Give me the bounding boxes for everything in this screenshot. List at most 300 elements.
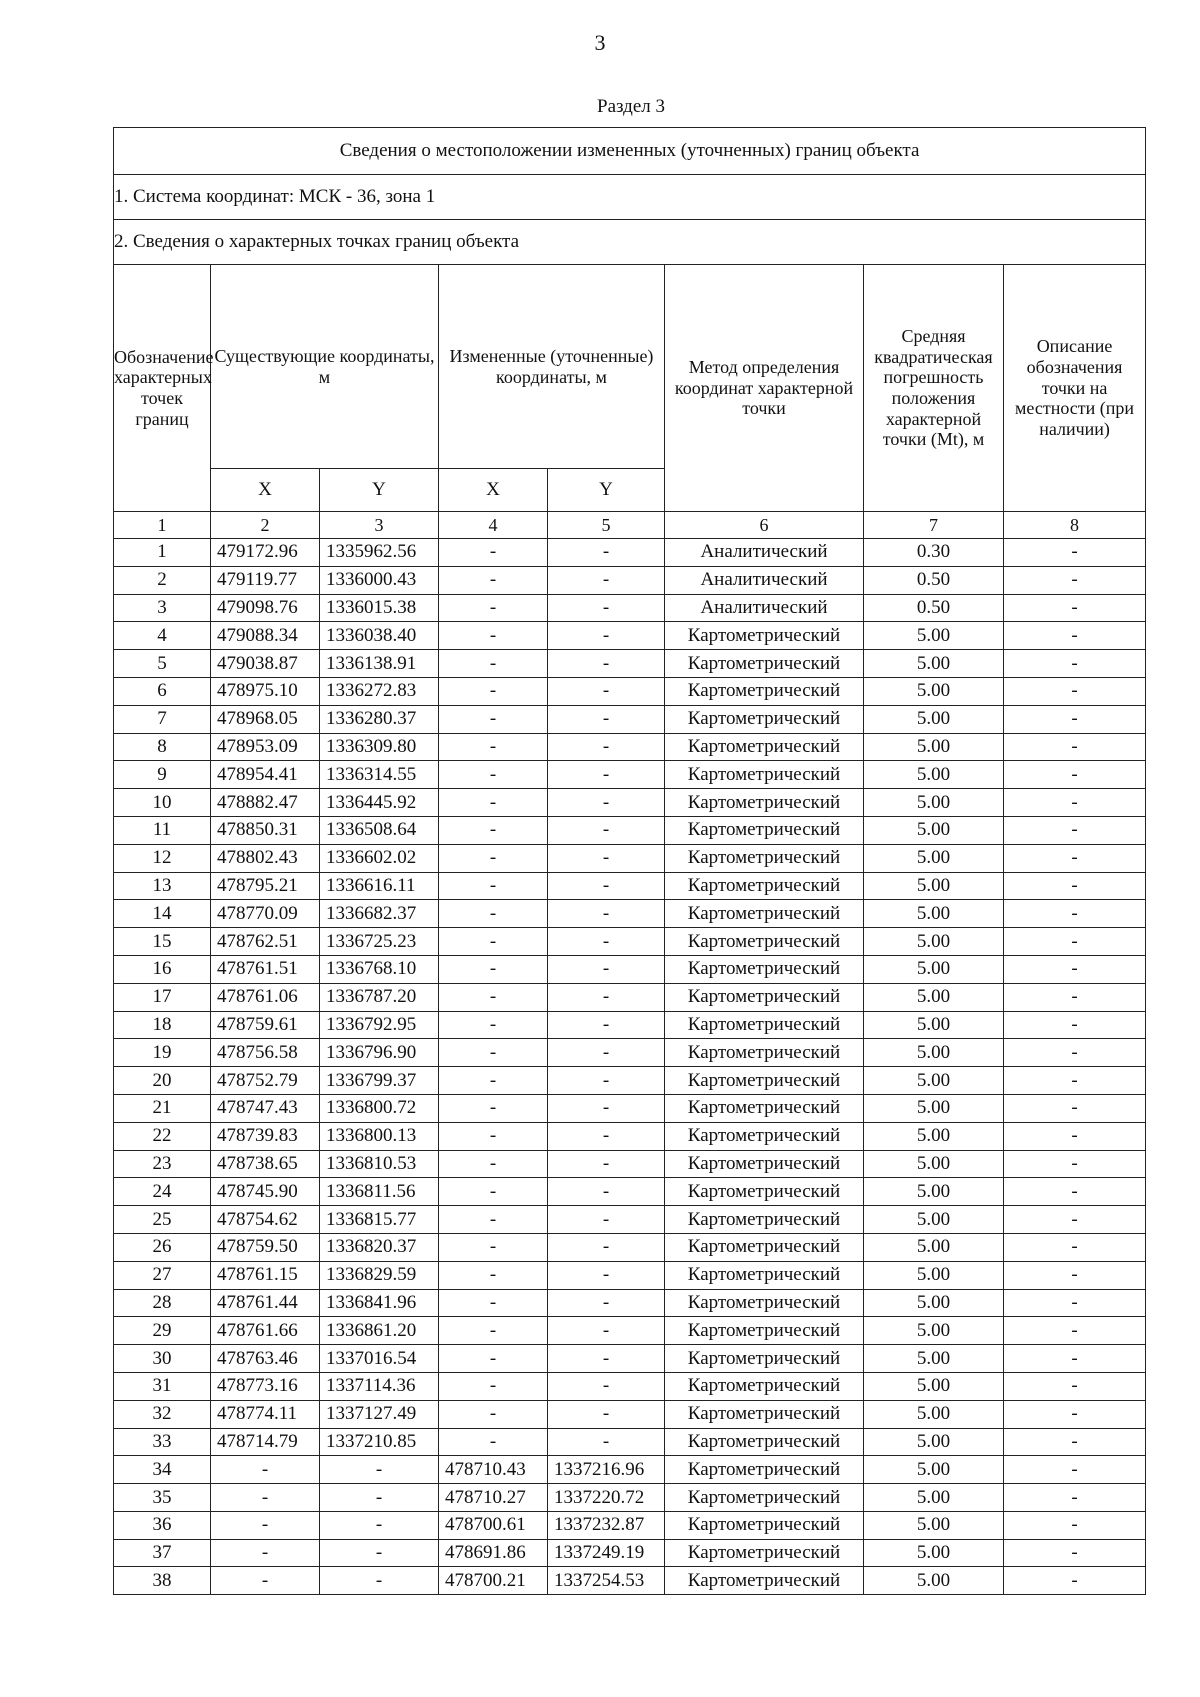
description-cell: - bbox=[1004, 1400, 1146, 1428]
header-point-designation: Обозначение характерных точек границ bbox=[114, 265, 211, 512]
existing-x-cell: 478802.43 bbox=[211, 844, 320, 872]
point-number-cell: 11 bbox=[114, 816, 211, 844]
existing-x-cell: 478795.21 bbox=[211, 872, 320, 900]
point-number-cell: 29 bbox=[114, 1317, 211, 1345]
existing-x-cell: - bbox=[211, 1484, 320, 1512]
changed-y-cell: - bbox=[548, 844, 665, 872]
table-row bbox=[114, 1122, 1146, 1150]
description-cell: - bbox=[1004, 1206, 1146, 1234]
existing-x-cell: 478761.15 bbox=[211, 1261, 320, 1289]
existing-y-cell: 1336508.64 bbox=[320, 816, 439, 844]
description-cell: - bbox=[1004, 1011, 1146, 1039]
column-number-cell: 3 bbox=[320, 512, 439, 539]
rms-error-cell: 5.00 bbox=[864, 677, 1004, 705]
existing-y-cell: 1337114.36 bbox=[320, 1372, 439, 1400]
existing-x-cell: 478738.65 bbox=[211, 1150, 320, 1178]
point-number-cell: 19 bbox=[114, 1039, 211, 1067]
existing-y-cell: 1336841.96 bbox=[320, 1289, 439, 1317]
changed-y-cell: - bbox=[548, 789, 665, 817]
existing-x-cell: 478761.44 bbox=[211, 1289, 320, 1317]
changed-y-cell: - bbox=[548, 1122, 665, 1150]
existing-x-cell: 478761.06 bbox=[211, 983, 320, 1011]
changed-y-cell: - bbox=[548, 1178, 665, 1206]
method-cell: Картометрический bbox=[665, 1233, 864, 1261]
column-number-cell: 5 bbox=[548, 512, 665, 539]
method-cell: Картометрический bbox=[665, 1428, 864, 1456]
description-cell: - bbox=[1004, 1178, 1146, 1206]
changed-x-cell: - bbox=[439, 1261, 548, 1289]
existing-y-cell: 1336725.23 bbox=[320, 928, 439, 956]
rms-error-cell: 5.00 bbox=[864, 1150, 1004, 1178]
description-cell: - bbox=[1004, 1261, 1146, 1289]
table-row bbox=[114, 622, 1146, 650]
changed-y-cell: - bbox=[548, 1289, 665, 1317]
point-number-cell: 34 bbox=[114, 1456, 211, 1484]
existing-x-cell: 478763.46 bbox=[211, 1345, 320, 1373]
method-cell: Картометрический bbox=[665, 900, 864, 928]
point-number-cell: 33 bbox=[114, 1428, 211, 1456]
points-heading: 2. Сведения о характерных точках границ объекта bbox=[114, 220, 1146, 265]
method-cell: Картометрический bbox=[665, 1345, 864, 1373]
method-cell: Картометрический bbox=[665, 1456, 864, 1484]
table-row bbox=[114, 900, 1146, 928]
existing-y-cell: 1335962.56 bbox=[320, 539, 439, 567]
description-cell: - bbox=[1004, 1539, 1146, 1567]
point-number-cell: 12 bbox=[114, 844, 211, 872]
changed-x-cell: - bbox=[439, 1428, 548, 1456]
description-cell: - bbox=[1004, 1094, 1146, 1122]
existing-y-cell: 1337210.85 bbox=[320, 1428, 439, 1456]
rms-error-cell: 5.00 bbox=[864, 955, 1004, 983]
existing-y-cell: - bbox=[320, 1511, 439, 1539]
table-row bbox=[114, 1233, 1146, 1261]
changed-x-cell: 478700.61 bbox=[439, 1511, 548, 1539]
coordinate-system: 1. Система координат: МСК - 36, зона 1 bbox=[114, 175, 1146, 220]
method-cell: Картометрический bbox=[665, 1011, 864, 1039]
rms-error-cell: 0.30 bbox=[864, 539, 1004, 567]
rms-error-cell: 5.00 bbox=[864, 650, 1004, 678]
point-number-cell: 18 bbox=[114, 1011, 211, 1039]
point-number-cell: 17 bbox=[114, 983, 211, 1011]
existing-x-cell: 478850.31 bbox=[211, 816, 320, 844]
existing-y-cell: - bbox=[320, 1456, 439, 1484]
description-cell: - bbox=[1004, 1567, 1146, 1595]
changed-x-cell: - bbox=[439, 677, 548, 705]
existing-x-cell: - bbox=[211, 1539, 320, 1567]
point-number-cell: 8 bbox=[114, 733, 211, 761]
changed-x-cell: - bbox=[439, 844, 548, 872]
point-number-cell: 30 bbox=[114, 1345, 211, 1373]
rms-error-cell: 5.00 bbox=[864, 1317, 1004, 1345]
method-cell: Картометрический bbox=[665, 1150, 864, 1178]
rms-error-cell: 5.00 bbox=[864, 1539, 1004, 1567]
existing-y-cell: 1336138.91 bbox=[320, 650, 439, 678]
changed-y-cell: - bbox=[548, 677, 665, 705]
header-existing-x: X bbox=[211, 469, 320, 512]
changed-y-cell: - bbox=[548, 761, 665, 789]
description-cell: - bbox=[1004, 650, 1146, 678]
method-cell: Картометрический bbox=[665, 733, 864, 761]
point-number-cell: 6 bbox=[114, 677, 211, 705]
method-cell: Картометрический bbox=[665, 650, 864, 678]
changed-x-cell: - bbox=[439, 1317, 548, 1345]
changed-y-cell: - bbox=[548, 1428, 665, 1456]
point-number-cell: 20 bbox=[114, 1067, 211, 1095]
point-number-cell: 16 bbox=[114, 955, 211, 983]
point-number-cell: 27 bbox=[114, 1261, 211, 1289]
description-cell: - bbox=[1004, 622, 1146, 650]
changed-y-cell: - bbox=[548, 1372, 665, 1400]
description-cell: - bbox=[1004, 816, 1146, 844]
description-cell: - bbox=[1004, 1456, 1146, 1484]
existing-x-cell: 479038.87 bbox=[211, 650, 320, 678]
existing-y-cell: 1336811.56 bbox=[320, 1178, 439, 1206]
changed-y-cell: - bbox=[548, 1261, 665, 1289]
point-number-cell: 4 bbox=[114, 622, 211, 650]
point-number-cell: 15 bbox=[114, 928, 211, 956]
existing-x-cell: 478953.09 bbox=[211, 733, 320, 761]
description-cell: - bbox=[1004, 789, 1146, 817]
existing-y-cell: 1337127.49 bbox=[320, 1400, 439, 1428]
changed-x-cell: - bbox=[439, 1122, 548, 1150]
changed-y-cell: - bbox=[548, 900, 665, 928]
existing-y-cell: 1336602.02 bbox=[320, 844, 439, 872]
table-row bbox=[114, 844, 1146, 872]
changed-y-cell: 1337220.72 bbox=[548, 1484, 665, 1512]
method-cell: Картометрический bbox=[665, 872, 864, 900]
method-cell: Картометрический bbox=[665, 1484, 864, 1512]
changed-y-cell: - bbox=[548, 733, 665, 761]
changed-y-cell: - bbox=[548, 594, 665, 622]
existing-x-cell: 478739.83 bbox=[211, 1122, 320, 1150]
rms-error-cell: 5.00 bbox=[864, 1094, 1004, 1122]
table-row bbox=[114, 705, 1146, 733]
table-row bbox=[114, 1317, 1146, 1345]
description-cell: - bbox=[1004, 1372, 1146, 1400]
method-cell: Картометрический bbox=[665, 1400, 864, 1428]
point-number-cell: 5 bbox=[114, 650, 211, 678]
table-row bbox=[114, 1206, 1146, 1234]
changed-x-cell: - bbox=[439, 928, 548, 956]
point-number-cell: 28 bbox=[114, 1289, 211, 1317]
existing-x-cell: 478882.47 bbox=[211, 789, 320, 817]
changed-y-cell: - bbox=[548, 1317, 665, 1345]
description-cell: - bbox=[1004, 1067, 1146, 1095]
column-number-cell: 6 bbox=[665, 512, 864, 539]
table-row bbox=[114, 1345, 1146, 1373]
rms-error-cell: 5.00 bbox=[864, 1011, 1004, 1039]
point-number-cell: 10 bbox=[114, 789, 211, 817]
point-number-cell: 32 bbox=[114, 1400, 211, 1428]
changed-y-cell: 1337216.96 bbox=[548, 1456, 665, 1484]
existing-y-cell: 1336800.13 bbox=[320, 1122, 439, 1150]
point-number-cell: 25 bbox=[114, 1206, 211, 1234]
existing-y-cell: 1336792.95 bbox=[320, 1011, 439, 1039]
existing-x-cell: 478774.11 bbox=[211, 1400, 320, 1428]
existing-x-cell: 478745.90 bbox=[211, 1178, 320, 1206]
table-row bbox=[114, 1289, 1146, 1317]
changed-x-cell: 478710.27 bbox=[439, 1484, 548, 1512]
column-number-cell: 4 bbox=[439, 512, 548, 539]
point-number-cell: 26 bbox=[114, 1233, 211, 1261]
changed-x-cell: 478691.86 bbox=[439, 1539, 548, 1567]
existing-x-cell: 479119.77 bbox=[211, 566, 320, 594]
header-existing-y: Y bbox=[320, 469, 439, 512]
changed-y-cell: - bbox=[548, 928, 665, 956]
existing-x-cell: 478773.16 bbox=[211, 1372, 320, 1400]
method-cell: Аналитический bbox=[665, 566, 864, 594]
method-cell: Картометрический bbox=[665, 844, 864, 872]
method-cell: Картометрический bbox=[665, 761, 864, 789]
point-number-cell: 21 bbox=[114, 1094, 211, 1122]
existing-x-cell: 478762.51 bbox=[211, 928, 320, 956]
table-row bbox=[114, 983, 1146, 1011]
description-cell: - bbox=[1004, 983, 1146, 1011]
description-cell: - bbox=[1004, 539, 1146, 567]
rms-error-cell: 0.50 bbox=[864, 566, 1004, 594]
table-row bbox=[114, 789, 1146, 817]
existing-x-cell: 478968.05 bbox=[211, 705, 320, 733]
point-number-cell: 38 bbox=[114, 1567, 211, 1595]
existing-x-cell: 478761.66 bbox=[211, 1317, 320, 1345]
point-number-cell: 1 bbox=[114, 539, 211, 567]
existing-y-cell: - bbox=[320, 1539, 439, 1567]
rms-error-cell: 5.00 bbox=[864, 816, 1004, 844]
method-cell: Картометрический bbox=[665, 1289, 864, 1317]
description-cell: - bbox=[1004, 594, 1146, 622]
changed-x-cell: - bbox=[439, 1150, 548, 1178]
changed-x-cell: - bbox=[439, 1178, 548, 1206]
existing-y-cell: 1336820.37 bbox=[320, 1233, 439, 1261]
header-rms-error: Средняя квадратическая погрешность положения характерной точки (Mt), м bbox=[864, 265, 1004, 512]
existing-x-cell: 478759.50 bbox=[211, 1233, 320, 1261]
boundary-points-table bbox=[113, 127, 1146, 1595]
description-cell: - bbox=[1004, 761, 1146, 789]
existing-y-cell: 1336810.53 bbox=[320, 1150, 439, 1178]
changed-x-cell: - bbox=[439, 872, 548, 900]
rms-error-cell: 5.00 bbox=[864, 1233, 1004, 1261]
method-cell: Аналитический bbox=[665, 594, 864, 622]
changed-x-cell: - bbox=[439, 733, 548, 761]
changed-x-cell: - bbox=[439, 566, 548, 594]
description-cell: - bbox=[1004, 1345, 1146, 1373]
changed-y-cell: 1337254.53 bbox=[548, 1567, 665, 1595]
existing-y-cell: 1336829.59 bbox=[320, 1261, 439, 1289]
existing-y-cell: 1336815.77 bbox=[320, 1206, 439, 1234]
rms-error-cell: 5.00 bbox=[864, 733, 1004, 761]
changed-x-cell: - bbox=[439, 1206, 548, 1234]
existing-y-cell: 1336768.10 bbox=[320, 955, 439, 983]
table-row bbox=[114, 1261, 1146, 1289]
changed-x-cell: - bbox=[439, 705, 548, 733]
existing-x-cell: 479098.76 bbox=[211, 594, 320, 622]
point-number-cell: 36 bbox=[114, 1511, 211, 1539]
changed-x-cell: 478710.43 bbox=[439, 1456, 548, 1484]
rms-error-cell: 5.00 bbox=[864, 1511, 1004, 1539]
method-cell: Картометрический bbox=[665, 1094, 864, 1122]
changed-x-cell: - bbox=[439, 761, 548, 789]
changed-y-cell: - bbox=[548, 1233, 665, 1261]
method-cell: Картометрический bbox=[665, 983, 864, 1011]
description-cell: - bbox=[1004, 1511, 1146, 1539]
method-cell: Картометрический bbox=[665, 1317, 864, 1345]
table-row bbox=[114, 566, 1146, 594]
changed-x-cell: - bbox=[439, 900, 548, 928]
rms-error-cell: 5.00 bbox=[864, 1345, 1004, 1373]
changed-x-cell: 478700.21 bbox=[439, 1567, 548, 1595]
method-cell: Картометрический bbox=[665, 928, 864, 956]
existing-y-cell: - bbox=[320, 1484, 439, 1512]
header-method: Метод определения координат характерной точки bbox=[665, 265, 864, 512]
header-existing-coords: Существующие координаты, м bbox=[211, 265, 439, 469]
changed-x-cell: - bbox=[439, 1067, 548, 1095]
rms-error-cell: 5.00 bbox=[864, 1039, 1004, 1067]
existing-y-cell: 1336314.55 bbox=[320, 761, 439, 789]
method-cell: Картометрический bbox=[665, 705, 864, 733]
point-number-cell: 14 bbox=[114, 900, 211, 928]
changed-y-cell: - bbox=[548, 650, 665, 678]
column-number-cell: 1 bbox=[114, 512, 211, 539]
changed-x-cell: - bbox=[439, 1372, 548, 1400]
changed-x-cell: - bbox=[439, 650, 548, 678]
method-cell: Картометрический bbox=[665, 677, 864, 705]
rms-error-cell: 5.00 bbox=[864, 761, 1004, 789]
description-cell: - bbox=[1004, 1317, 1146, 1345]
existing-x-cell: 479172.96 bbox=[211, 539, 320, 567]
rms-error-cell: 5.00 bbox=[864, 872, 1004, 900]
method-cell: Картометрический bbox=[665, 955, 864, 983]
table-row bbox=[114, 816, 1146, 844]
table-row bbox=[114, 955, 1146, 983]
existing-y-cell: 1336787.20 bbox=[320, 983, 439, 1011]
page-number: 3 bbox=[594, 30, 606, 55]
table-caption: Сведения о местоположении измененных (уточненных) границ объекта bbox=[114, 128, 1146, 175]
table-row bbox=[114, 1456, 1146, 1484]
changed-y-cell: - bbox=[548, 539, 665, 567]
rms-error-cell: 5.00 bbox=[864, 1428, 1004, 1456]
description-cell: - bbox=[1004, 844, 1146, 872]
changed-y-cell: - bbox=[548, 1067, 665, 1095]
column-number-cell: 7 bbox=[864, 512, 1004, 539]
table-row bbox=[114, 677, 1146, 705]
rms-error-cell: 5.00 bbox=[864, 983, 1004, 1011]
changed-x-cell: - bbox=[439, 983, 548, 1011]
description-cell: - bbox=[1004, 733, 1146, 761]
changed-x-cell: - bbox=[439, 1039, 548, 1067]
header-changed-x: X bbox=[439, 469, 548, 512]
table-row bbox=[114, 1039, 1146, 1067]
description-cell: - bbox=[1004, 566, 1146, 594]
method-cell: Картометрический bbox=[665, 816, 864, 844]
method-cell: Картометрический bbox=[665, 1122, 864, 1150]
changed-y-cell: - bbox=[548, 1400, 665, 1428]
table-row bbox=[114, 1011, 1146, 1039]
changed-y-cell: - bbox=[548, 872, 665, 900]
existing-x-cell: 478756.58 bbox=[211, 1039, 320, 1067]
method-cell: Картометрический bbox=[665, 1039, 864, 1067]
changed-x-cell: - bbox=[439, 955, 548, 983]
existing-y-cell: 1336616.11 bbox=[320, 872, 439, 900]
point-number-cell: 13 bbox=[114, 872, 211, 900]
table-row bbox=[114, 650, 1146, 678]
changed-y-cell: - bbox=[548, 1011, 665, 1039]
changed-x-cell: - bbox=[439, 594, 548, 622]
changed-y-cell: - bbox=[548, 955, 665, 983]
rms-error-cell: 5.00 bbox=[864, 1567, 1004, 1595]
column-number-cell: 8 bbox=[1004, 512, 1146, 539]
section-title: Раздел 3 bbox=[597, 96, 665, 117]
table-row bbox=[114, 761, 1146, 789]
rms-error-cell: 5.00 bbox=[864, 1122, 1004, 1150]
existing-y-cell: 1336800.72 bbox=[320, 1094, 439, 1122]
changed-y-cell: - bbox=[548, 1345, 665, 1373]
description-cell: - bbox=[1004, 900, 1146, 928]
rms-error-cell: 5.00 bbox=[864, 622, 1004, 650]
existing-y-cell: 1336015.38 bbox=[320, 594, 439, 622]
existing-x-cell: 478975.10 bbox=[211, 677, 320, 705]
existing-x-cell: 479088.34 bbox=[211, 622, 320, 650]
existing-x-cell: 478754.62 bbox=[211, 1206, 320, 1234]
description-cell: - bbox=[1004, 1289, 1146, 1317]
table-row bbox=[114, 1511, 1146, 1539]
rms-error-cell: 0.50 bbox=[864, 594, 1004, 622]
point-number-cell: 7 bbox=[114, 705, 211, 733]
changed-x-cell: - bbox=[439, 1233, 548, 1261]
rms-error-cell: 5.00 bbox=[864, 1372, 1004, 1400]
changed-y-cell: - bbox=[548, 816, 665, 844]
table-row bbox=[114, 1400, 1146, 1428]
changed-x-cell: - bbox=[439, 1345, 548, 1373]
header-changed-y: Y bbox=[548, 469, 665, 512]
existing-y-cell: 1336000.43 bbox=[320, 566, 439, 594]
changed-y-cell: 1337249.19 bbox=[548, 1539, 665, 1567]
rms-error-cell: 5.00 bbox=[864, 928, 1004, 956]
rms-error-cell: 5.00 bbox=[864, 1067, 1004, 1095]
table-row bbox=[114, 1150, 1146, 1178]
rms-error-cell: 5.00 bbox=[864, 789, 1004, 817]
description-cell: - bbox=[1004, 928, 1146, 956]
description-cell: - bbox=[1004, 1428, 1146, 1456]
changed-y-cell: - bbox=[548, 1094, 665, 1122]
existing-x-cell: - bbox=[211, 1567, 320, 1595]
existing-y-cell: 1336861.20 bbox=[320, 1317, 439, 1345]
table-row bbox=[114, 1372, 1146, 1400]
table-row bbox=[114, 1567, 1146, 1595]
changed-y-cell: - bbox=[548, 1206, 665, 1234]
table-row bbox=[114, 928, 1146, 956]
description-cell: - bbox=[1004, 1122, 1146, 1150]
description-cell: - bbox=[1004, 955, 1146, 983]
changed-x-cell: - bbox=[439, 1289, 548, 1317]
method-cell: Картометрический bbox=[665, 1372, 864, 1400]
table-row bbox=[114, 1067, 1146, 1095]
existing-y-cell: 1336682.37 bbox=[320, 900, 439, 928]
point-number-cell: 9 bbox=[114, 761, 211, 789]
rms-error-cell: 5.00 bbox=[864, 705, 1004, 733]
changed-y-cell: - bbox=[548, 1150, 665, 1178]
point-number-cell: 3 bbox=[114, 594, 211, 622]
description-cell: - bbox=[1004, 1039, 1146, 1067]
changed-x-cell: - bbox=[439, 789, 548, 817]
method-cell: Картометрический bbox=[665, 1567, 864, 1595]
point-number-cell: 24 bbox=[114, 1178, 211, 1206]
point-number-cell: 22 bbox=[114, 1122, 211, 1150]
rms-error-cell: 5.00 bbox=[864, 1261, 1004, 1289]
method-cell: Картометрический bbox=[665, 1539, 864, 1567]
existing-y-cell: 1337016.54 bbox=[320, 1345, 439, 1373]
rms-error-cell: 5.00 bbox=[864, 1178, 1004, 1206]
existing-y-cell: 1336796.90 bbox=[320, 1039, 439, 1067]
